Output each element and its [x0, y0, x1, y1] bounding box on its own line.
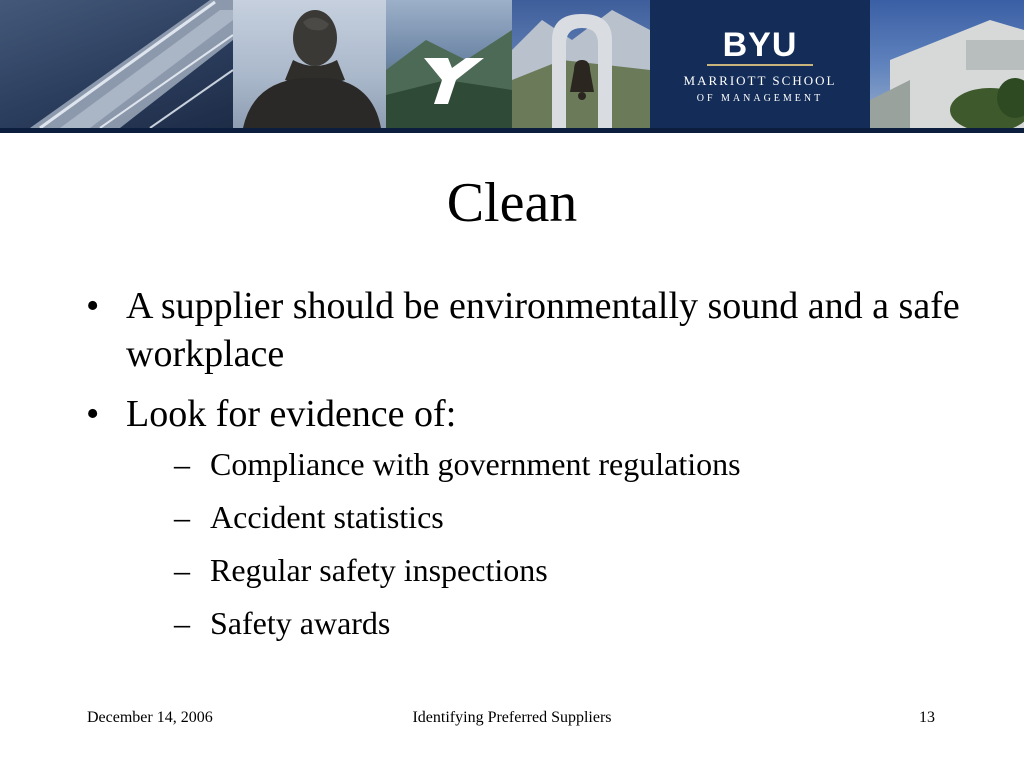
sub-bullet-text: Regular safety inspections	[210, 552, 548, 588]
slide-title: Clean	[446, 172, 578, 234]
banner-photo-bell-tower	[512, 0, 650, 128]
sub-bullet-text: Safety awards	[210, 605, 391, 641]
dash-icon: –	[174, 605, 190, 641]
logo-school-name: MARRIOTT SCHOOL	[683, 73, 837, 88]
bullet-item	[86, 390, 966, 650]
banner-photo-building	[0, 0, 233, 128]
sub-bullet-item	[126, 491, 966, 544]
logo-wordmark: BYU	[722, 26, 798, 64]
bullet-dot-icon: •	[86, 393, 100, 435]
byu-marriott-logo	[650, 0, 870, 128]
bullet-text: A supplier should be environmentally sound and a safe workplace	[126, 285, 960, 375]
sub-bullet-text: Compliance with government regulations	[210, 446, 741, 482]
sub-bullet-item	[126, 438, 966, 491]
logo-school-subtitle: OF MANAGEMENT	[696, 93, 824, 104]
sub-bullet-item	[126, 544, 966, 597]
logo-divider	[707, 64, 813, 66]
sub-bullet-list	[126, 438, 966, 650]
bullet-text: Look for evidence of:	[126, 393, 457, 435]
banner-underline	[0, 128, 1024, 133]
banner-photo-mountain-y	[386, 0, 512, 128]
dash-icon: –	[174, 552, 190, 588]
bullet-dot-icon: •	[86, 285, 100, 327]
dash-icon: –	[174, 499, 190, 535]
sub-bullet-text: Accident statistics	[210, 499, 444, 535]
footer-presentation-title: Identifying Preferred Suppliers	[412, 709, 612, 726]
sub-bullet-item	[126, 597, 966, 650]
header-banner	[0, 0, 1024, 128]
banner-photo-statue	[233, 0, 386, 128]
footer-date: December 14, 2006	[87, 709, 213, 726]
dash-icon: –	[174, 446, 190, 482]
bullet-item	[86, 282, 966, 378]
bullet-list	[86, 282, 966, 662]
footer-page-number: 13	[919, 709, 935, 726]
banner-photo-modern-building	[870, 0, 1024, 128]
